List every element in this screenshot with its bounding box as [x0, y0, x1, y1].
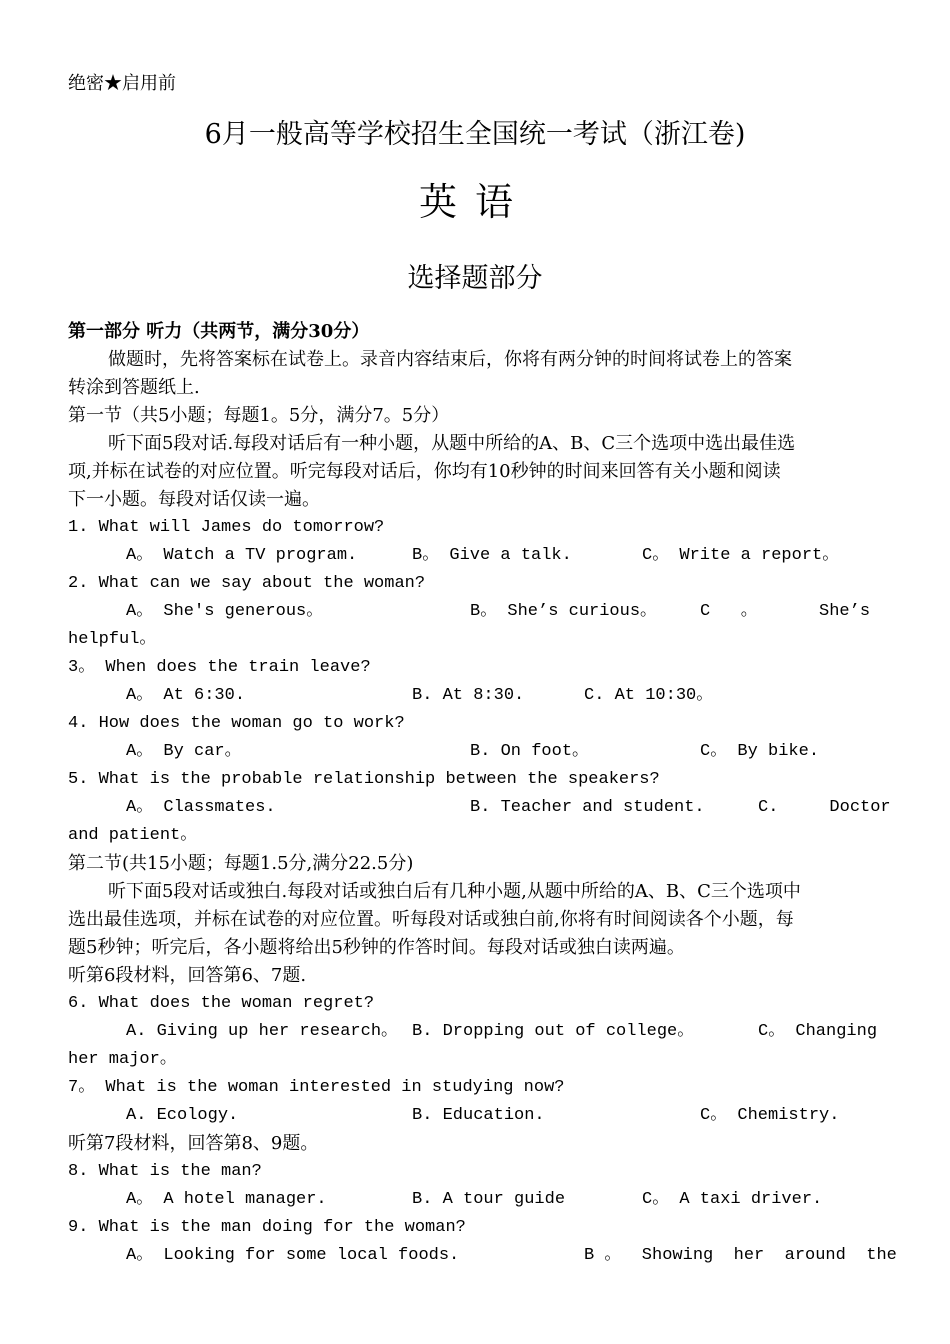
question-8: 8. What is the man?: [68, 1162, 262, 1181]
q5-option-b: B. Teacher and student.: [470, 798, 705, 817]
q4-option-a: A。 By car。: [126, 742, 242, 761]
q4-option-c: C。 By bike.: [700, 742, 820, 761]
material-7-label: 听第7段材料，回答第8、9题。: [68, 1133, 319, 1154]
q3-option-a: A。 At 6:30.: [126, 686, 246, 705]
question-3: 3。 When does the train leave?: [68, 658, 371, 677]
section1-intro-line2: 转涂到答题纸上.: [68, 377, 200, 398]
q6-option-c-cont: her major。: [68, 1050, 177, 1069]
q8-option-c: C。 A taxi driver.: [642, 1190, 823, 1209]
question-9: 9. What is the man doing for the woman?: [68, 1218, 466, 1237]
question-5: 5. What is the probable relationship between the speakers?: [68, 770, 660, 789]
q6-option-a: A. Giving up her research。: [126, 1022, 399, 1041]
secret-label: 绝密★启用前: [68, 73, 176, 94]
q9-option-b: B 。 Showing her around the: [584, 1246, 897, 1265]
question-7: 7。 What is the woman interested in studying now?: [68, 1078, 565, 1097]
q7-option-c: C。 Chemistry.: [700, 1106, 840, 1125]
q1-option-b: B。 Give a talk.: [412, 546, 572, 565]
part-title: 选择题部分: [407, 263, 543, 294]
q2-option-a: A。 She's generous。: [126, 602, 324, 621]
part1-intro-line3: 下一小题。每段对话仅读一遍。: [68, 489, 320, 510]
q5-option-c-cont: and patient。: [68, 826, 198, 845]
part1-intro-line2: 项,并标在试卷的对应位置。听完每段对话后，你均有10秒钟的时间来回答有关小题和阅读: [68, 461, 781, 482]
material-6-label: 听第6段材料，回答第6、7题.: [68, 965, 307, 986]
question-2: 2. What can we say about the woman?: [68, 574, 426, 593]
q2-option-b: B。 She’s curious。: [470, 602, 658, 621]
q6-option-c: C。 Changing: [758, 1022, 878, 1041]
q7-option-a: A. Ecology.: [126, 1106, 239, 1125]
part2-intro-line1: 听下面5段对话或独白.每段对话或独白后有几种小题,从题中所给的A、B、C三个选项中: [108, 881, 801, 902]
q8-option-a: A。 A hotel manager.: [126, 1190, 327, 1209]
q5-option-a: A。 Classmates.: [126, 798, 276, 817]
part1-heading: 第一节（共5小题；每题1。5分，满分7。5分）: [68, 405, 450, 426]
q5-option-c: C. Doctor: [758, 798, 891, 817]
q7-option-b: B. Education.: [412, 1106, 545, 1125]
part2-heading: 第二节(共15小题；每题1.5分,满分22.5分): [68, 853, 414, 874]
section1-heading: 第一部分 听力（共两节，满分30分）: [68, 321, 370, 342]
q2-option-c: C 。 She’s: [700, 602, 871, 621]
q1-option-a: A。 Watch a TV program.: [126, 546, 358, 565]
part1-intro-line1: 听下面5段对话.每段对话后有一种小题，从题中所给的A、B、C三个选项中选出最佳选: [108, 433, 796, 454]
subject-title: 英语: [418, 180, 531, 224]
question-1: 1. What will James do tomorrow?: [68, 518, 385, 537]
section1-intro-line1: 做题时，先将答案标在试卷上。录音内容结束后，你将有两分钟的时间将试卷上的答案: [108, 349, 792, 370]
q4-option-b: B. On foot。: [470, 742, 590, 761]
exam-title: 6月一般高等学校招生全国统一考试（浙江卷): [204, 119, 746, 150]
q3-option-b: B. At 8:30.: [412, 686, 525, 705]
q8-option-b: B. A tour guide: [412, 1190, 566, 1209]
question-4: 4. How does the woman go to work?: [68, 714, 405, 733]
part2-intro-line3: 题5秒钟；听完后，各小题将给出5秒钟的作答时间。每段对话或独白读两遍。: [68, 937, 685, 958]
q9-option-a: A。 Looking for some local foods.: [126, 1246, 460, 1265]
q1-option-c: C。 Write a report。: [642, 546, 840, 565]
question-6: 6. What does the woman regret?: [68, 994, 375, 1013]
q6-option-b: B. Dropping out of college。: [412, 1022, 695, 1041]
q2-option-c-cont: helpful。: [68, 630, 157, 649]
q3-option-c: C. At 10:30。: [584, 686, 714, 705]
part2-intro-line2: 选出最佳选项，并标在试卷的对应位置。听每段对话或独白前,你将有时间阅读各个小题，每: [68, 909, 794, 930]
